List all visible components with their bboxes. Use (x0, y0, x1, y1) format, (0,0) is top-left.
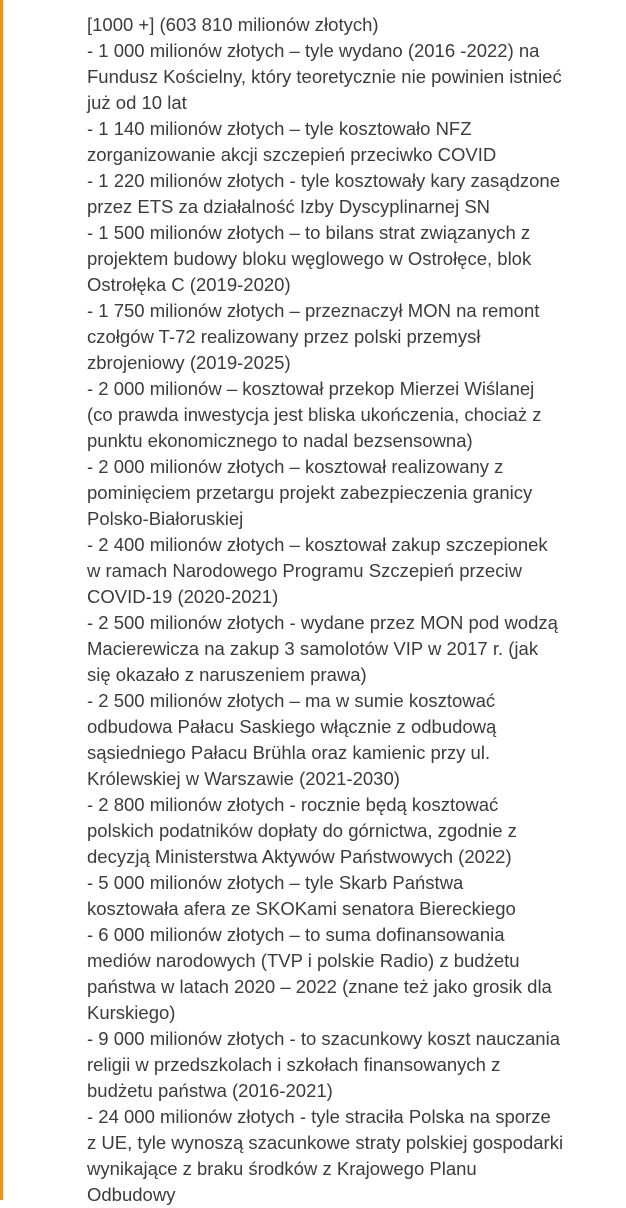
post-text-line: z UE, tyle wynoszą szacunkowe straty polskiej gospodarki (87, 1132, 564, 1153)
post-text-line: - 5 000 milionów złotych – tyle Skarb Państwa (87, 872, 464, 893)
post-text-line: - 24 000 milionów złotych - tyle straciła Polska na sporze (87, 1106, 551, 1127)
post-text-line: zorganizowanie akcji szczepień przeciwko COVID (87, 144, 497, 165)
post-text-line: - 1 220 milionów złotych - tyle kosztowały kary zasądzone (87, 170, 560, 191)
post-text-line: Fundusz Kościelny, który teoretycznie nie powinien istnieć (87, 66, 562, 87)
post-text-line: Macierewicza na zakup 3 samolotów VIP w 2017 r. (jak (87, 638, 539, 659)
post-text-line: już od 10 lat (87, 92, 187, 113)
post-text-line: wynikające z braku środków z Krajowego Planu (87, 1158, 477, 1179)
post-text-line: - 1 750 milionów złotych – przeznaczył MON na remont (87, 300, 540, 321)
post-text-line: - 2 000 milionów złotych – kosztował realizowany z (87, 456, 504, 477)
post-text-line: - 9 000 milionów złotych - to szacunkowy koszt nauczania (87, 1028, 560, 1049)
post-text-line: zbrojeniowy (2019-2025) (87, 352, 291, 373)
post-text-line: odbudowa Pałacu Saskiego włącznie z odbudową (87, 716, 497, 737)
post-text-line: - 1 500 milionów złotych – to bilans strat związanych z (87, 222, 531, 243)
post-text-line: - 2 400 milionów złotych – kosztował zakup szczepionek (87, 534, 548, 555)
post-text-line: Królewskiej w Warszawie (2021-2030) (87, 768, 400, 789)
post-text (87, 12, 620, 1208)
post-text-line: punktu ekonomicznego to nadal bezsensowna) (87, 430, 473, 451)
post-text-line: [1000 +] (603 810 milionów złotych) (87, 14, 379, 35)
post-text-line: - 1 140 milionów złotych – tyle kosztowało NFZ (87, 118, 472, 139)
post-text-line: - 2 800 milionów złotych - rocznie będą kosztować (87, 794, 499, 815)
post-text-line: budżetu państwa (2016-2021) (87, 1080, 333, 1101)
post-text-line: - 2 500 milionów złotych - wydane przez MON pod wodzą (87, 612, 558, 633)
post-text-line: decyzją Ministerstwa Aktywów Państwowych (2022) (87, 846, 512, 867)
post-text-line: czołgów T-72 realizowany przez polski przemysł (87, 326, 481, 347)
post-text-line: w ramach Narodowego Programu Szczepień przeciw (87, 560, 522, 581)
post-text-line: COVID-19 (2020-2021) (87, 586, 279, 607)
post-text-line: się okazało z naruszeniem prawa) (87, 664, 367, 685)
post-text-line: pominięciem przetargu projekt zabezpieczenia granicy (87, 482, 533, 503)
post-text-line: przez ETS za działalność Izby Dyscyplinarnej SN (87, 196, 491, 217)
post-text-line: projektem budowy bloku węglowego w Ostrołęce, blok (87, 248, 532, 269)
post-text-line: Ostrołęka C (2019-2020) (87, 274, 291, 295)
post-text-line: Polsko-Białoruskiej (87, 508, 244, 529)
post-text-line: polskich podatników dopłaty do górnictwa, zgodnie z (87, 820, 517, 841)
post-text-line: państwa w latach 2020 – 2022 (znane też jako grosik dla (87, 976, 552, 997)
post-text-line: - 6 000 milionów złotych – to suma dofinansowania (87, 924, 505, 945)
post-text-line: mediów narodowych (TVP i polskie Radio) z budżetu (87, 950, 520, 971)
post-text-line: kosztowała afera ze SKOKami senatora Biereckiego (87, 898, 516, 919)
post-text-line: sąsiedniego Pałacu Brühla oraz kamienic przy ul. (87, 742, 491, 763)
post-text-line: Odbudowy (87, 1184, 176, 1205)
post-text-line: Kurskiego) (87, 1002, 176, 1023)
post-text-line: - 2 000 milionów – kosztował przekop Mierzei Wiślanej (87, 378, 535, 399)
post-text-line: - 2 500 milionów złotych – ma w sumie kosztować (87, 690, 496, 711)
post-text-line: religii w przedszkolach i szkołach finansowanych z (87, 1054, 501, 1075)
post-text-line: - 1 000 milionów złotych – tyle wydano (2016 -2022) na (87, 40, 540, 61)
post-text-line: (co prawda inwestycja jest bliska ukończenia, chociaż z (87, 404, 542, 425)
